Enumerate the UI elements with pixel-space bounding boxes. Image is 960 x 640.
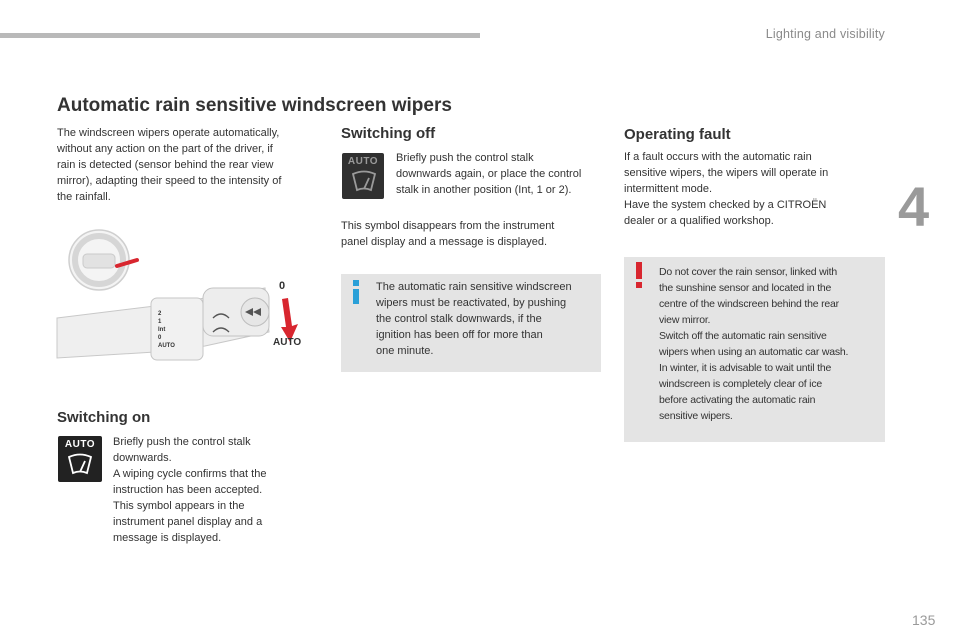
- stalk-drawing: [55, 228, 310, 378]
- switching-off-text: Briefly push the control stalk downwards again, or place the control stalk in another position (Int, 1 or 2).: [396, 152, 582, 196]
- page-number: 135: [912, 612, 936, 628]
- warning-icon: [635, 262, 643, 288]
- stalk-position-labels: [158, 310, 178, 350]
- operating-fault-text: If a fault occurs with the automatic rain sensitive wipers, the wipers will operate in intermittent mode. Have the system checked by a CITROËN dealer or a qualified workshop.: [624, 151, 829, 227]
- windscreen-wiper-icon: [351, 170, 377, 194]
- info-icon: [352, 280, 360, 304]
- info-text: The automatic rain sensitive windscreen wipers must be reactivated, by pushing the control stalk downwards, if the ignition has been off for more than one minute.: [376, 281, 572, 357]
- chapter-number: 4: [898, 175, 930, 238]
- switching-on-text: Briefly push the control stalk downwards. A wiping cycle confirms that the instruction has been accepted. This symbol appears in the instrument panel display and a message is displayed.: [113, 436, 267, 544]
- stalk-label: 0: [158, 335, 162, 341]
- auto-wiper-off-icon-label: AUTO: [347, 156, 379, 167]
- windscreen-wiper-icon: [67, 453, 93, 477]
- operating-fault-heading: Operating fault: [624, 126, 731, 143]
- intro-paragraph: The windscreen wipers operate automatically, without any action on the part of the driver, if rain is detected (sensor behind the rear view mirror), adapting their speed to the intensity of the rainfall.: [57, 127, 282, 203]
- page-title: Automatic rain sensitive windscreen wipers: [57, 95, 452, 116]
- section-title: Lighting and visibility: [765, 27, 885, 41]
- wiper-stalk-illustration: [55, 228, 310, 378]
- auto-wiper-off-icon: [342, 153, 384, 199]
- callout-auto: AUTO: [273, 337, 302, 348]
- stalk-label: 1: [158, 319, 162, 325]
- stalk-label: Int: [158, 327, 166, 333]
- auto-wiper-icon: [58, 436, 102, 482]
- header-rule: [0, 33, 480, 38]
- switching-off-after-text: This symbol disappears from the instrument panel display and a message is displayed.: [341, 220, 555, 248]
- callout-zero: 0: [279, 280, 286, 292]
- stalk-label: 2: [158, 311, 162, 317]
- warning-text: Do not cover the rain sensor, linked with the sunshine sensor and located in the centre of the windscreen behind the rear view mirror. Switch off the automatic rain sensitive wipers when using an automatic car wash. In winter, it is advisable to wait until the windscreen is completely clear of ice before activating the automatic rain sensitive wipers.: [659, 266, 849, 422]
- switching-off-heading: Switching off: [341, 125, 436, 142]
- stalk-label: AUTO: [158, 343, 175, 349]
- switching-on-heading: Switching on: [57, 409, 151, 426]
- auto-wiper-icon-label: AUTO: [64, 439, 96, 450]
